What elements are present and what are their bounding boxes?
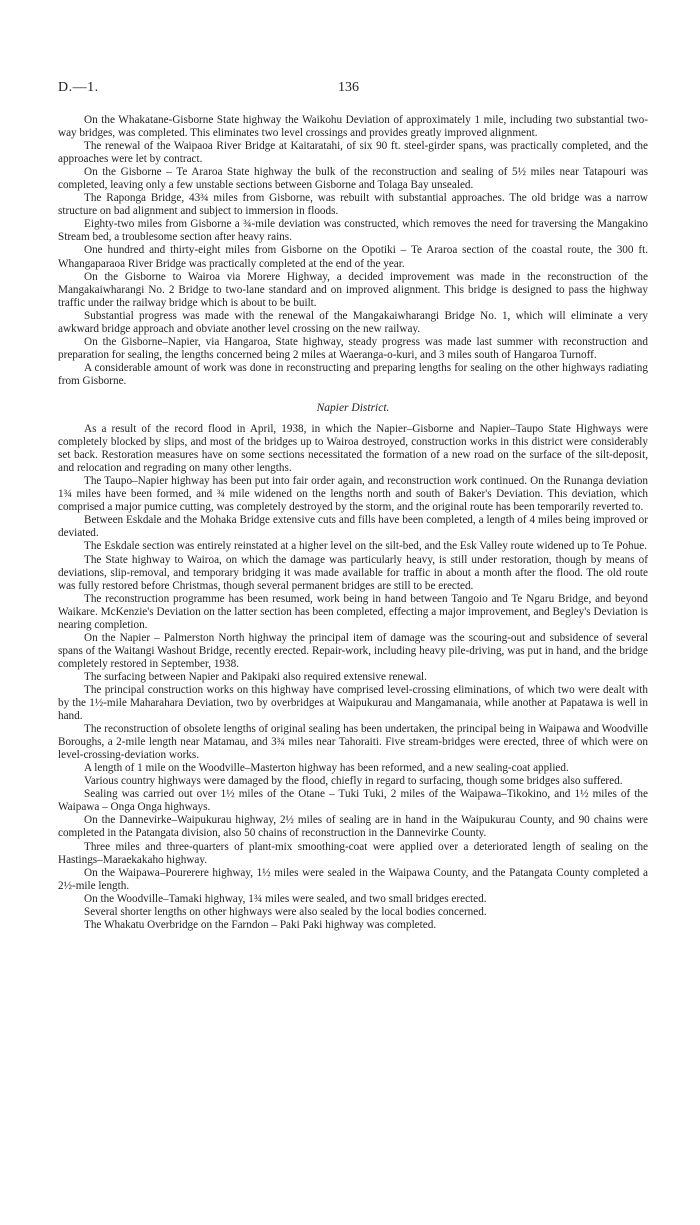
paragraph: The Whakatu Overbridge on the Farndon – Paki Paki highway was completed. <box>84 918 437 931</box>
section-title-napier-district: Napier District. <box>316 401 390 414</box>
paragraph: Three miles and three-quarters of plant-mix smoothing-coat were applied over a deteriorated length of sealing on the Hastings–Maraekakaho highway. <box>58 840 648 866</box>
paragraph: The reconstruction of obsolete lengths of original sealing has been undertaken, the principal being in Waipawa and Woodville Boroughs, a 2-mile length near Matamau, and 3¾ miles near Tahoraiti. Five stream-bridges were erected, three of which were on level-crossing-deviation works. <box>58 723 648 762</box>
body-text <box>58 114 648 932</box>
paragraph: Substantial progress was made with the renewal of the Mangakaiwharangi Bridge No. 1, which will eliminate a very awkward bridge approach and obviate another level crossing on the new railway. <box>58 309 648 335</box>
paragraph: The Taupo–Napier highway has been put into fair order again, and reconstruction work continued. On the Runanga deviation 1¾ miles have been formed, and ¾ mile widened on the lengths north and south of Baker's Deviation. This deviation, which comprised a major pumice cutting, was completely destroyed by the storm, and the original route has been temporarily reverted to. <box>58 475 648 514</box>
paragraph: Sealing was carried out over 1½ miles of the Otane – Tuki Tuki, 2 miles of the Waipawa–Tikokino, and 1½ miles of the Waipawa – Onga Onga highways. <box>58 788 648 814</box>
paragraph: On the Waipawa–Pourerere highway, 1½ miles were sealed in the Waipawa County, and the Patangata County completed a 2½-mile length. <box>58 866 648 892</box>
paragraph: The surfacing between Napier and Pakipaki also required extensive renewal. <box>84 670 427 683</box>
paragraph: The principal construction works on this highway have comprised level-crossing eliminations, of which two were dealt with by the 1½-mile Maharahara Deviation, two by overbridges at Waipukurau and Mangamanaia, while another at Papatawa is well in hand. <box>58 683 648 723</box>
paragraph: On the Gisborne – Te Araroa State highway the bulk of the reconstruction and sealing of 5½ miles near Tatapouri was completed, leaving only a few unstable sections between Gisborne and Tolaga Bay unsealed. <box>58 166 648 192</box>
paragraph: The Eskdale section was entirely reinstated at a higher level on the silt-bed, and the Esk Valley route widened up to Te Pohue. <box>84 540 647 553</box>
paragraph: On the Whakatane-Gisborne State highway the Waikohu Deviation of approximately 1 mile, including two substantial two-way bridges, was completed. This eliminates two level crossings and provides greatly improved alignment. <box>58 114 648 140</box>
paragraph: On the Dannevirke–Waipukurau highway, 2½ miles of sealing are in hand in the Waipukurau County, and 90 chains were completed in the Patangata division, also 50 chains of reconstruction in the Dannevirke County. <box>58 814 648 840</box>
paragraph: The Raponga Bridge, 43¾ miles from Gisborne, was rebuilt with substantial approaches. The old bridge was a narrow structure on bad alignment and subject to immersion in floods. <box>58 192 648 218</box>
document-reference: D.—1. <box>58 80 99 95</box>
paragraph: As a result of the record flood in April, 1938, in which the Napier–Gisborne and Napier–Taupo State Highways were completely blocked by slips, and most of the bridges up to Wairoa destroyed, construction works in this district were considerably set back. Restoration measures have on some sections necessitated the formation of a new road on the surface of the silt-deposit, and relocation and regrading on many other lengths. <box>58 423 648 475</box>
paragraph: A length of 1 mile on the Woodville–Masterton highway has been reformed, and a new sealing-coat applied. <box>84 762 569 775</box>
paragraph: The State highway to Wairoa, on which the damage was particularly heavy, is still under restoration, though by means of deviations, slip-removal, and temporary bridging it was made available for traffic in about a month after the flood. The old route was fully restored before Christmas, though several permanent bridges are still to be erected. <box>58 553 648 592</box>
paragraph: The renewal of the Waipaoa River Bridge at Kaitaratahi, of six 90 ft. steel-girder spans, was practically completed, and the approaches were let by contract. <box>58 140 648 166</box>
paragraph: Several shorter lengths on other highways were also sealed by the local bodies concerned. <box>84 905 487 918</box>
paragraph: On the Napier – Palmerston North highway the principal item of damage was the scouring-out and subsidence of several spans of the Waitangi Washout Bridge, recently erected. Repair-work, including heavy pile-driving, was put in hand, and the bridge completely restored in September, 1938. <box>58 631 648 670</box>
paragraph: On the Gisborne to Wairoa via Morere Highway, a decided improvement was made in the reconstruction of the Mangakaiwharangi No. 2 Bridge to two-lane standard and on improved alignment. This bridge is designed to pass the highway traffic under the railway bridge which is about to be built. <box>58 270 648 309</box>
page-number: 136 <box>338 80 359 95</box>
paragraph: Various country highways were damaged by the flood, chiefly in regard to surfacing, though some bridges also suffered. <box>84 775 623 788</box>
paragraph: Eighty-two miles from Gisborne a ¾-mile deviation was constructed, which removes the need for traversing the Mangakino Stream bed, a troublesome section after heavy rains. <box>58 218 648 244</box>
paragraph: One hundred and thirty-eight miles from Gisborne on the Opotiki – Te Araroa section of the coastal route, the 300 ft. Whangaparaoa River Bridge was practically completed at the end of the year. <box>58 244 648 270</box>
page-header <box>58 80 648 100</box>
paragraph: On the Gisborne–Napier, via Hangaroa, State highway, steady progress was made last summer with reconstruction and preparation for sealing, the lengths concerned being 2 miles at Waeranga-o-kuri, and 3 miles south of Hangaroa Turnoff. <box>58 335 648 361</box>
paragraph: The reconstruction programme has been resumed, work being in hand between Tangoio and Te Ngaru Bridge, and beyond Waikare. McKenzie's Deviation on the latter section has been completed, effecting a major improvement, and Begley's Deviation is nearing completion. <box>58 592 648 631</box>
paragraph: A considerable amount of work was done in reconstructing and preparing lengths for sealing on the other highways radiating from Gisborne. <box>58 361 648 387</box>
paragraph: On the Woodville–Tamaki highway, 1¾ miles were sealed, and two small bridges erected. <box>84 892 487 905</box>
paragraph: Between Eskdale and the Mohaka Bridge extensive cuts and fills have been completed, a length of 4 miles being improved or deviated. <box>58 514 648 540</box>
